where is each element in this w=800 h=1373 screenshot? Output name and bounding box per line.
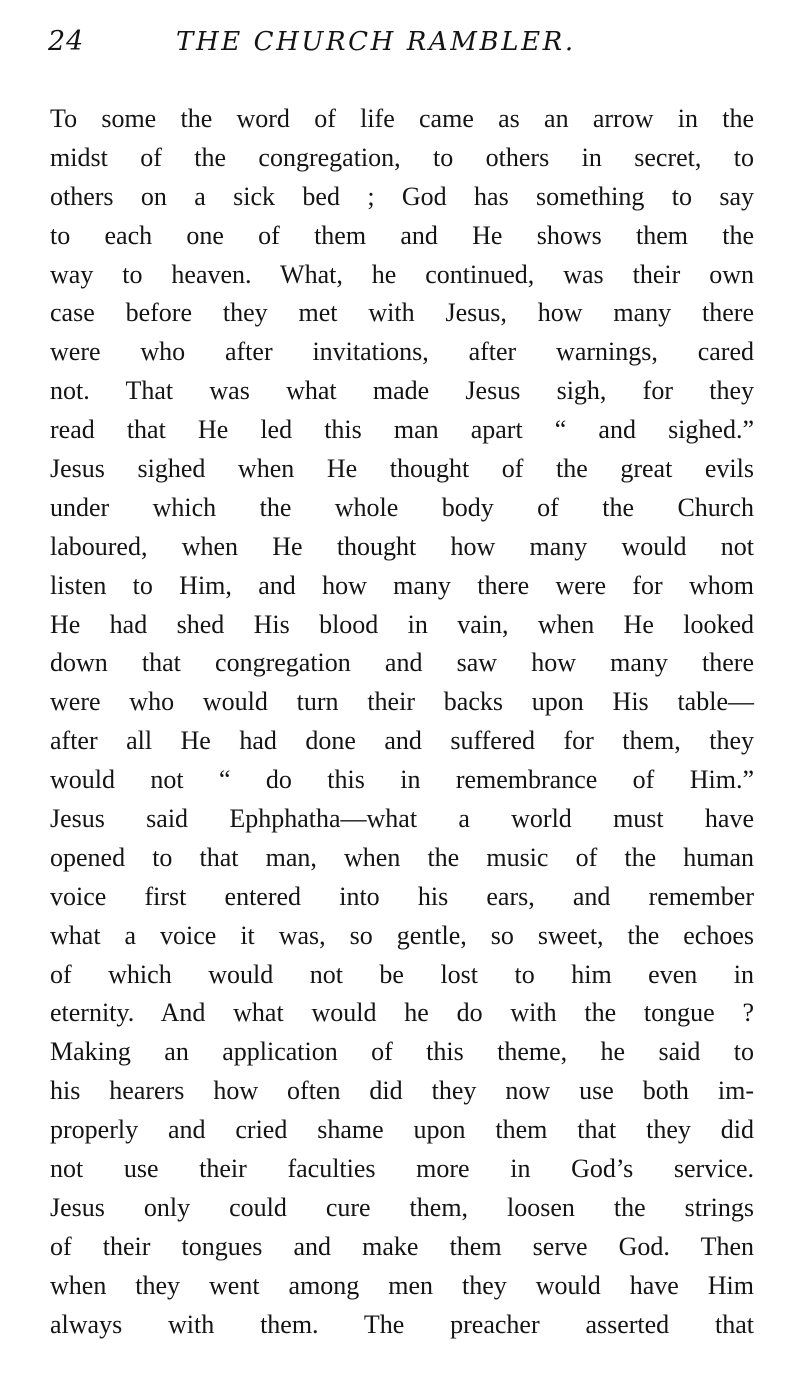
text-line: laboured, when He thought how many would not [50,531,754,561]
text-line: He had shed His blood in vain, when He looked [50,609,754,639]
text-line: were who after invitations, after warnings, cared [50,337,754,367]
text-line: Jesus only could cure them, loosen the strings [50,1192,754,1222]
text-line: Jesus said Ephphatha—what a world must have [50,804,754,834]
text-line: read that He led this man apart “ and sighed.” [50,415,754,445]
text-line: eternity. And what would he do with the tongue ? [50,998,754,1028]
text-line: what a voice it was, so gentle, so sweet, the echoes [50,920,754,950]
text-line: down that congregation and saw how many there [50,648,754,678]
running-head [48,22,753,66]
text-line: properly and cried shame upon them that they did [50,1115,754,1145]
text-line: when they went among men they would have Him [50,1270,754,1300]
text-line: always with them. The preacher asserted that [50,1309,754,1339]
text-line: To some the word of life came as an arrow in the [50,104,754,133]
text-line: after all He had done and suffered for them, they [50,726,754,756]
text-line: Jesus sighed when He thought of the great evils [50,454,754,484]
page-number: 24 [48,26,85,57]
text-line: midst of the congregation, to others in secret, to [50,142,754,172]
text-line: of their tongues and make them serve God. Then [50,1231,754,1261]
text-line: listen to Him, and how many there were for whom [50,570,754,600]
text-line: were who would turn their backs upon His table— [50,687,754,717]
text-line: not. That was what made Jesus sigh, for they [50,376,754,406]
text-line: case before they met with Jesus, how many there [50,298,754,328]
text-line: his hearers how often did they now use both im- [50,1076,754,1106]
text-line: under which the whole body of the Church [50,492,754,522]
body-text [50,100,754,1345]
text-line: of which would not be lost to him even in [50,959,754,989]
text-line: others on a sick bed ; God has something to say [50,181,754,211]
text-line: opened to that man, when the music of the human [50,842,754,872]
text-line: to each one of them and He shows them the [50,220,754,250]
text-line: not use their faculties more in God’s service. [50,1154,754,1184]
text-line: way to heaven. What, he continued, was their own [50,259,754,289]
running-title: THE CHURCH RAMBLER. [176,27,576,57]
text-line: Making an application of this theme, he said to [50,1037,754,1067]
text-line: would not “ do this in remembrance of Him.” [50,765,754,795]
text-line: voice first entered into his ears, and remember [50,881,754,911]
